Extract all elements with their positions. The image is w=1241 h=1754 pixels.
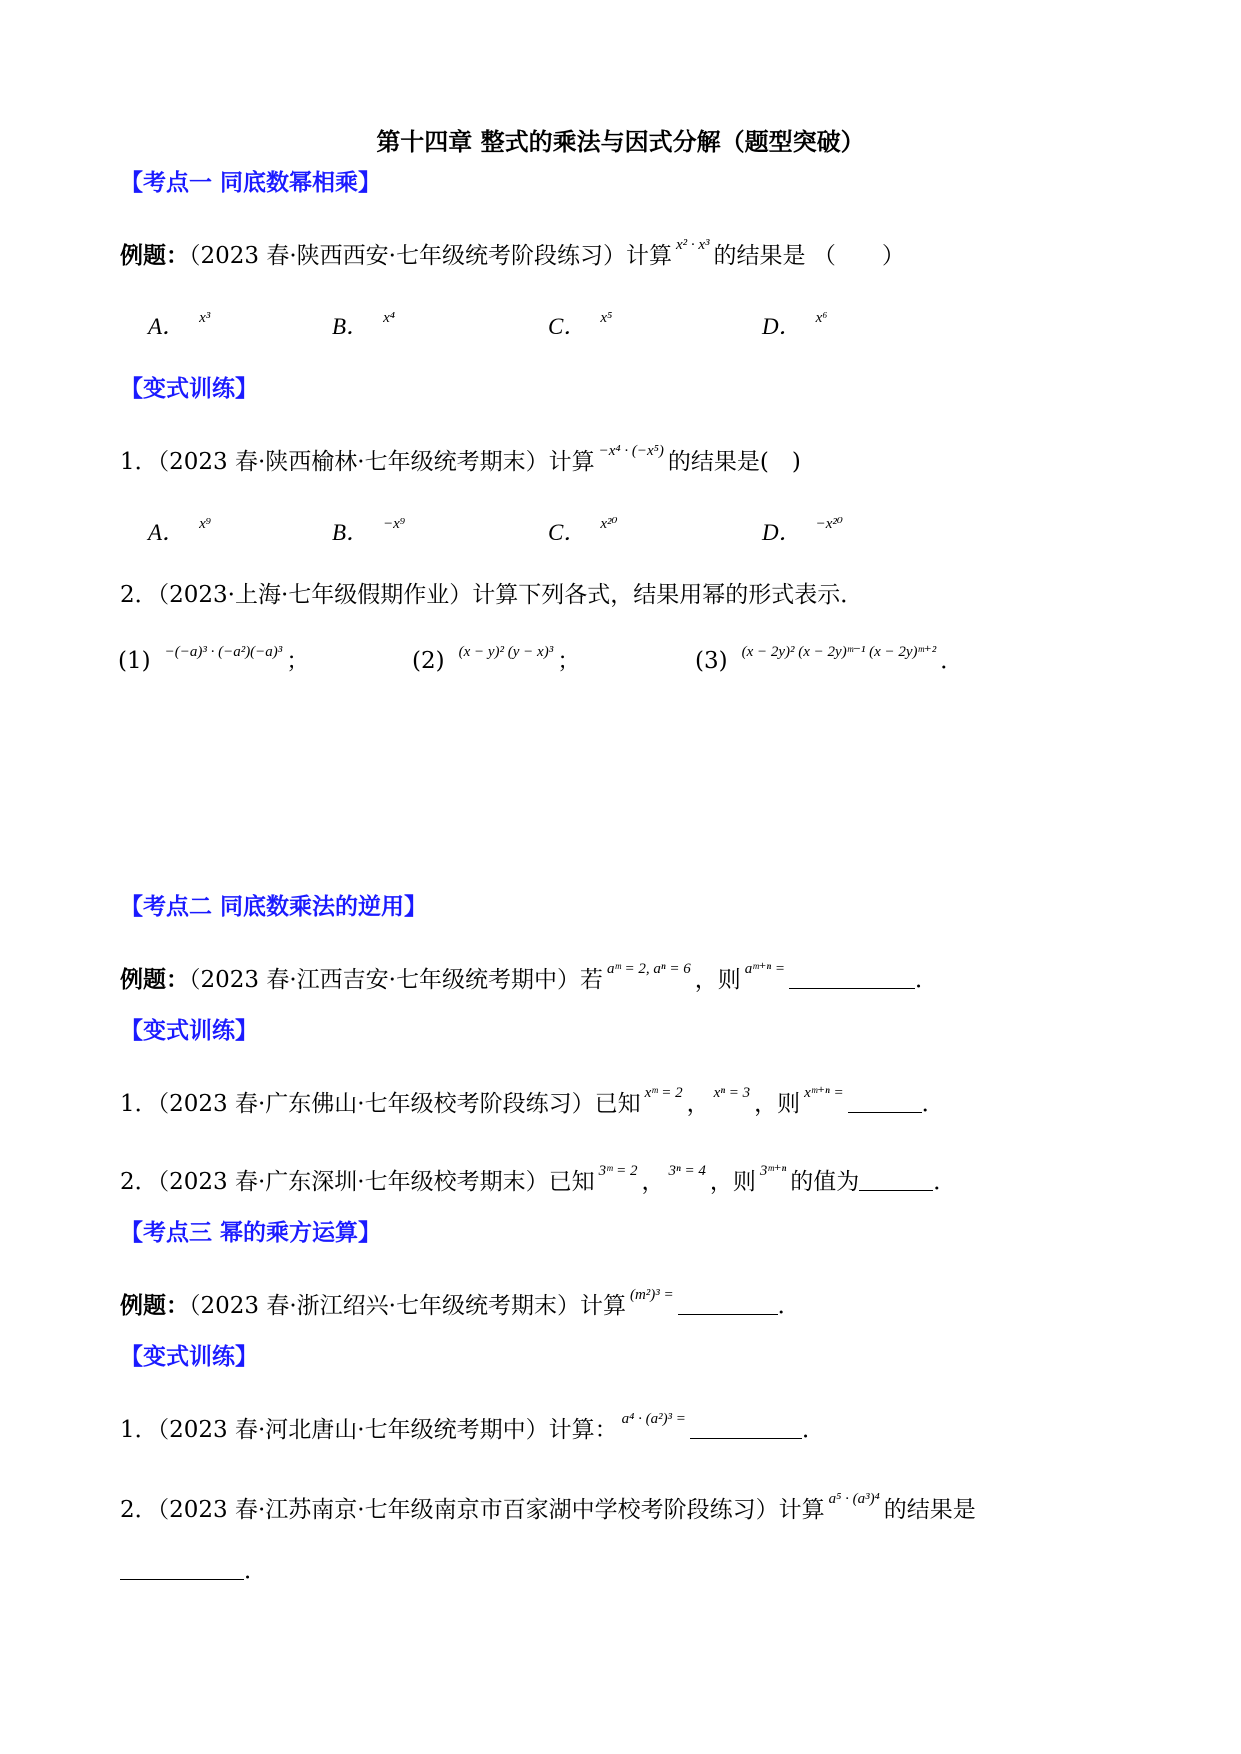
math-expression: xⁿ = 3 — [713, 1085, 751, 1101]
example-label: 例题： — [120, 243, 189, 269]
option-c — [548, 308, 616, 341]
example-text: （2023 春·浙江绍兴·七年级统考期末）计算 — [189, 1293, 626, 1319]
answer-blank[interactable] — [678, 1292, 778, 1315]
option-b — [332, 308, 399, 341]
math-expression: aᵐ⁺ⁿ = — [744, 961, 785, 977]
question-1-2 — [120, 580, 863, 610]
example-3 — [120, 1280, 801, 1321]
option-math: −x²⁰ — [815, 516, 843, 532]
option-label: B． — [332, 314, 370, 339]
question-mid: ，则 — [709, 1169, 756, 1195]
math-expression: (x − 2y)² (x − 2y)ᵐ⁻¹ (x − 2y)ᵐ⁺² — [741, 644, 937, 660]
line-end: ． — [921, 1091, 945, 1117]
sub-label: (1) — [118, 648, 151, 674]
math-expression: xᵐ⁺ⁿ = — [804, 1085, 844, 1101]
question-mid: ，则 — [754, 1091, 801, 1117]
option-b — [332, 514, 409, 547]
option-label: C． — [548, 314, 587, 339]
example-1 — [120, 230, 905, 271]
option-a — [148, 514, 215, 547]
option-label: A． — [148, 314, 186, 339]
example-label: 例题： — [120, 967, 189, 993]
math-expression: aᵐ = 2, aⁿ = 6 — [606, 961, 691, 977]
separator: ， — [641, 1169, 665, 1195]
option-label: D． — [762, 314, 802, 339]
option-label: C． — [548, 520, 587, 545]
math-expression: x² · x³ — [675, 237, 710, 253]
question-2-1 — [120, 1078, 945, 1119]
math-expression: 3ᵐ⁺ⁿ — [759, 1163, 787, 1179]
question-text: 1．（2023 春·陕西榆林·七年级统考期末）计算 — [120, 449, 595, 475]
section-heading-3: 【考点三 幂的乘方运算】 — [120, 1220, 382, 1246]
separator: ， — [686, 1091, 710, 1117]
question-text: 1．（2023 春·广东佛山·七年级校考阶段练习）已知 — [120, 1091, 641, 1117]
sub-label: (2) — [412, 648, 445, 674]
example-text: （2023 春·陕西西安·七年级统考阶段练习）计算 — [189, 243, 672, 269]
math-expression: a⁵ · (a³)⁴ — [828, 1491, 880, 1507]
question-text: 2．（2023 春·广东深圳·七年级校考期末）已知 — [120, 1169, 595, 1195]
option-d — [762, 514, 847, 547]
sub-question-2 — [412, 642, 580, 675]
line-end: ． — [777, 1293, 801, 1319]
sub-question-1 — [118, 642, 309, 675]
option-math: x²⁰ — [600, 516, 618, 532]
variant-heading-2: 【变式训练】 — [120, 1018, 258, 1044]
math-expression: a⁴ · (a²)³ = — [621, 1411, 686, 1427]
math-expression: (x − y)² (y − x)³ — [458, 644, 554, 660]
question-2-2 — [120, 1156, 956, 1197]
line-end: ． — [801, 1417, 825, 1443]
sub-label: (3) — [695, 648, 728, 674]
section-heading-1: 【考点一 同底数幂相乘】 — [120, 170, 382, 196]
option-c — [548, 514, 622, 547]
option-math: x⁴ — [383, 310, 395, 326]
example-text: （2023 春·江西吉安·七年级统考期中）若 — [189, 967, 603, 993]
line-end: ． — [933, 1169, 957, 1195]
line-end: ． — [914, 967, 938, 993]
sub-end: ． — [940, 648, 964, 674]
math-expression: −x⁴ · (−x⁵) — [598, 443, 664, 459]
answer-blank[interactable] — [848, 1090, 922, 1113]
sub-end: ； — [557, 648, 581, 674]
sub-question-3 — [695, 642, 963, 675]
answer-blank[interactable] — [789, 966, 915, 989]
option-math: x³ — [199, 310, 211, 326]
section-heading-2: 【考点二 同底数乘法的逆用】 — [120, 894, 428, 920]
math-expression: xᵐ = 2 — [644, 1085, 683, 1101]
math-expression: 3ᵐ = 2 — [598, 1163, 638, 1179]
example-2 — [120, 954, 938, 995]
option-label: A． — [148, 520, 186, 545]
question-tail: 的结果是( ) — [667, 449, 801, 475]
answer-blank[interactable] — [690, 1416, 802, 1439]
option-label: D． — [762, 520, 802, 545]
math-expression: 3ⁿ = 4 — [668, 1163, 706, 1179]
example-tail: 的结果是 （ ） — [713, 243, 905, 269]
option-math: −x⁹ — [383, 516, 406, 532]
example-mid: ，则 — [694, 967, 741, 993]
question-text: 1．（2023 春·河北唐山·七年级统考期中）计算： — [120, 1417, 618, 1443]
math-expression: −(−a)³ · (−a²)(−a)³ — [164, 644, 283, 660]
question-text: 2．（2023 春·江苏南京·七年级南京市百家湖中学校考阶段练习）计算 — [120, 1497, 825, 1523]
question-3-2 — [120, 1484, 976, 1525]
option-a — [148, 308, 214, 341]
page-title: 第十四章 整式的乘法与因式分解（题型突破） — [376, 128, 865, 156]
question-text: 2．（2023·上海·七年级假期作业）计算下列各式，结果用幂的形式表示． — [120, 582, 864, 608]
option-math: x⁶ — [815, 310, 828, 326]
option-label: B． — [332, 520, 370, 545]
sub-end: ； — [286, 648, 310, 674]
answer-line — [120, 1556, 267, 1586]
question-tail: 的值为 — [790, 1169, 860, 1195]
variant-heading-3: 【变式训练】 — [120, 1344, 258, 1370]
question-3-1 — [120, 1404, 825, 1445]
option-math: x⁵ — [600, 310, 613, 326]
option-d — [762, 308, 832, 341]
example-label: 例题： — [120, 1293, 189, 1319]
option-math: x⁹ — [199, 516, 211, 532]
question-1-1 — [120, 436, 801, 477]
answer-blank[interactable] — [859, 1168, 933, 1191]
variant-heading-1: 【变式训练】 — [120, 376, 258, 402]
line-end: ． — [244, 1558, 267, 1584]
question-tail: 的结果是 — [883, 1497, 976, 1523]
math-expression: (m²)³ = — [629, 1287, 674, 1303]
answer-blank[interactable] — [120, 1557, 244, 1580]
